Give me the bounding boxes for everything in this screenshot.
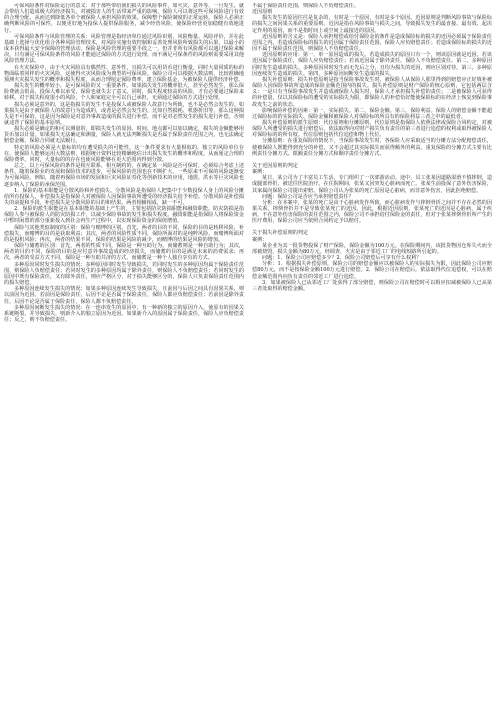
- paragraph: 可保风险条件与风险管理的关系：风险管理是指经济单位通过风险识别、风险衡量、风险评价，并在此基础上选择与优化组合各种风险管理技术，对风险实施有效控制和妥善处理风险所致损失的后果，以最小的成本获得最大安全保障的管理活动。保险是风险管理的重要手段之一，但并非所有风险都可以通过保险来解决，只有满足可保风险条件的风险才能通过保险的方式进行处理，而不满足可保条件的风险则需要采用其他风险管理方法。: [4, 33, 244, 65]
- case-label: 案例：: [252, 236, 268, 243]
- paragraph: 多种原因同时发生损失的情况：多种原因同时发生导致损失，若同时发生的多种原因均属于保险责任范围，则保险人负赔偿责任；若同时发生的多种原因均属于除外责任，则保险人不负赔偿责任；若同时发生的原因中既有保险责任，又有除外责任，则应严格区分，对于损失能够区分的，保险人只负责保险责任范围内的损失赔偿。: [4, 261, 244, 287]
- paragraph: 保险与储蓄的区别：首先，两者的性质不同，保险是一种互助行为，而储蓄则是一种自助行为；其次，两者的目的不同，保险的目的是应付意外事故造成的经济损失，而储蓄的目的是满足未来的消费需求；再次，两者的受益方式不同，保险是一种互助共济的方式，而储蓄是一种个人独自享有的方式。: [4, 243, 244, 262]
- paragraph: 2．保险的派生职能是在基本职能的基础上产生的，主要包括防灾防损职能和融资职能。防灾防损是指保险人参与被保险人的防灾防损工作，以减少保险事故的发生和损失程度。融资职能是指保险人将保险资金中暂时闲置的部分重新投入到社会再生产过程中，以实现保险资金的保值增值。: [4, 206, 244, 225]
- paragraph: 问题：保险公司是否应当承担赔偿责任？: [262, 193, 354, 200]
- paragraph: 问题：1．保险公司应赔偿多少？2．保险公司赔偿后可享有什么权利？: [262, 255, 422, 262]
- paragraph: 3．如果被保险人已从邻近工厂处获得了部分赔偿，则保险公司在赔偿时可以相应扣减被保险人已从第三者处取得的赔偿金额。: [252, 279, 492, 292]
- paragraph: 损失发生的概率较小，是可保风险的又一重要条件。如果损失发生的概率很大，甚至必然发生，那么保险费就会很高，投保人难以承受，保险也就失去了意义。同时，损失程度较高的风险，才有必要通过保险来转移。对于损失程度很小的风险，个人和家庭完全可以自己承担，无须通过保险的方式进行处理。: [4, 83, 244, 102]
- paragraph: 可保风险条件对保险运行的意义：对于那些带给我们损失的风险事件，如火灾、意外等，一旦发生，就会带给人们造成极大的经济损失，对被损害人的生活带来严重的影响，保险人可以将这些可保风险进行有效的合理分配，从而达到降低各单个被保险人承担风险的效果，保障整个保险制度的正常运转。保险人必须正确判断风险的可保性，以便更好地为投保人提供保险服务，减少经营风险，使保险经营更加稳健有效地进行。: [4, 3, 244, 34]
- paragraph: 损失补偿原则：损失补偿原则是指当保险事故发生时，被保险人从保险人那里得到的赔偿应正好填补被保险人因保险事故所造成的保险金额范围内的损失。损失补偿原则是财产保险的核心原则，它包括两层含义：一是只有当保险事故发生并造成被保险人损失时，保险人才承担损失补偿的责任；二是被保险人可获得的补偿量，仅以其保险标的遭受的实际损失为限，即保险人的补偿恰好能使保险标的在经济上恢复到保险事故发生之前的状态。: [252, 76, 492, 108]
- paragraph: 损失必须是意外的，这是指损失的发生不是投保人或被保险人故意行为所致，也不是必然会发生的。如果损失是由于被保险人的故意行为造成的，或者是必然会发生的，比如自然损耗、机器折旧等，那么这种损失是不可保的。这是因为保险是对意外事故造成的损失进行补偿，而不是对必然发生的损失进行补偿，否则就违背了保险的基本原则。: [4, 101, 244, 126]
- paragraph: 影响保险补偿的因素：第一，实际损失。第二，保险金额。第三，保险利益。保险人的赔偿金额不能超过保险标的的实际损失、保险金额和被保险人对保险标的所具有的保险利益三者之中的最低者。: [252, 107, 492, 120]
- paragraph: 分析：在本案中，张某的死亡是由于心脏病发作所致，而心脏病发作与摔倒骨折之间并不存在必然的因果关系，摔倒骨折并不是导致张某死亡的近因。因此，根据近因原则，张某死亡的近因是心脏病，属于疾病，不在意外伤害保险的责任范围之内，保险公司不承担给付保险金的责任，但对于张某摔倒骨折所产生的医疗费用，保险公司应当依照合同约定予以赔付。: [252, 199, 492, 225]
- paragraph: 损失发生的原因往往是复杂的，有时是一个原因，有时是多个原因。近因原则是判断风险事故与保险标的损失之间因果关系的重要原则。近因是指在风险事故与损失之间，导致损失发生的最直接、最有效、起决定作用的原因，而不是指时间上或空间上最接近的原因。: [252, 15, 492, 34]
- paragraph: 近因原则的应用：第一，单一原因造成的损失。若造成损失的原因只有一个，则该原因就是近因。若该近因属于保险责任，保险人应负赔偿责任；若该近因属于除外责任，保险人不负赔偿责任。第二，多种原因同时发生造成的损失。多种原因同时发生而无先后之分，且均为损失的近因，则应区别对待。第三，多种原因连续发生造成的损失。第四，多种原因间断发生造成的损失。: [252, 52, 492, 77]
- section-heading: 关于损失补偿原则的判定: [252, 230, 309, 237]
- paragraph: 总之，以上可保风险的条件是相互联系、相互制约的，在确定某一风险是否可保时，必须综合考虑上述条件。随着保险业的发展和保险技术的进步，可保风险的范围也在不断扩大，一些原来不可保的风险逐渐变为可保风险。例如，随着再保险市场的发展和巨灾风险证券化等创新技术的应用，地震、洪水等巨灾风险也逐步纳入了保险的承保范围。: [4, 163, 244, 188]
- two-column-body: [4, 3, 492, 702]
- paragraph: 某日，某公司为了丰富员工生活，专门组织了一次郊游活动。途中，员工张某因道路湿滑不慎摔倒，造成腿部骨折，被送往医院治疗。在住院期间，张某又因突发心脏病而死亡。张某生前投保了意外伤害保险，其家属向保险公司提出索赔。保险公司认为张某的死亡原因是心脏病，而非意外伤害，因此拒绝赔偿。: [252, 175, 492, 194]
- paragraph: 损失补偿原则的派生原则：代位原则和分摊原则。代位原则是指保险人依照法律或保险合同约定，对被保险人所遭受的损失进行赔偿后，依法取得向对财产损失负有责任的第三者进行追偿的权利或取得被保险人对保险标的的所有权。代位原则包括代位追偿和物上代位。: [252, 119, 492, 139]
- case-label: 案例：: [252, 169, 268, 176]
- paragraph: 在火灾保险中，由于火灾风险具有偶然性、意外性，且损失可以用货币进行衡量，同时大量同质的标的物面临着同样的火灾风险，这使得火灾风险成为典型的可保风险。保险公司可以根据大数法则，比较准确地预测火灾损失发生的概率和损失程度，从而合理厘定保险费率，建立保险基金，为被保险人提供经济补偿。: [4, 64, 244, 83]
- right-column: [252, 3, 492, 702]
- paragraph: 保险与其他类似制度的区别：保险与赌博的区别。首先，两者的目的不同，保险的目的是转移风险、补偿损失，而赌博的目的是获取利益；其次，两者的风险性质不同，保险所面对的是纯粹风险，而赌博所面对的是投机风险；再次，两者的结果不同，保险的结果是风险的减少，而赌博的结果是风险的增加。: [4, 224, 244, 243]
- paragraph: 近因原则的含义是：保险人承担赔偿或给付保险金的条件是造成保险标的损失的近因必须属于保险责任范围之内。若造成保险标的损失的近因属于保险责任范围，保险人应负赔偿责任；若造成保险标的损失的近因不属于保险责任范围，则保险人不负赔偿责任。: [252, 33, 492, 53]
- paragraph: 不属于保险责任范围，则保险人不负赔偿责任。: [252, 3, 359, 9]
- paragraph: 多种原因间断发生损失的情况：在一连串发生的原因中，有一种新的独立的原因介入，使原有的因果关系链断裂，并导致损失，则新介入的独立原因为近因。如果新介入的原因属于保险责任，保险人应负赔偿责任；反之，则不负赔偿责任。: [4, 304, 244, 323]
- left-column: [4, 3, 244, 702]
- section-heading: 关于近因原则的判定: [252, 162, 298, 169]
- paragraph: 1．保险的基本职能是分散风险和补偿损失。分散风险是指保险人把集中于少数投保人身上的风险分摊给所有投保人，补偿损失是指保险人对被保险人因保险事故所遭受的经济损失给予补偿。分散风险是补偿损失的前提和手段，补偿损失是分散风险的目的和结果。两者相辅相成，缺一不可。: [4, 187, 244, 206]
- paragraph: 分摊原则：在重复保险的情况下，当保险事故发生时，各保险人应采取适当的分摊方法分配赔偿责任，使被保险人既能得到充分的补偿，又不会超过其实际损失而获得额外的利益。重复保险的分摊方式主要有比例责任分摊方式、限额责任分摊方式和顺序责任分摊方式。: [252, 138, 492, 157]
- paragraph: 损失必须是确定的和可以测量的，即损失发生的原因、时间、地点都可以加以确定，损失的金额能够用货币加以计量。如果损失无法确定和测量，保险人就无法判断损失是否属于保险责任范围之内，也无法确定赔偿金额，保险合同就无法履行。: [4, 126, 244, 145]
- paragraph: 特定的风险必须是大量标的均有遭受损失的可能性。这一条件要求有大量相似的、独立的风险单位存在，使保险人能够运用大数法则，根据统计资料比较精确地估计出损失发生的概率和程度，从而厘定合理的保险费率。同时，大量标的的存在也使风险能够在更大范围内得到分散。: [4, 144, 244, 163]
- paragraph: 多种原因连续发生损失的情况：如果多种原因连续发生导致损失，且前因与后因之间具有因果关系，则以前因为近因。若前因是保险责任，后因不论是否属于保险责任，保险人都应负赔偿责任；若前因是除外责任，后因不论是否属于保险责任，保险人都不负赔偿责任。: [4, 286, 244, 305]
- paragraph: 分析：1．根据损失补偿原则，保险公司的赔偿金额应以被保险人的实际损失为限，因此保险公司应赔偿80万元，而不是按保险金额100万元进行赔偿。2．保险公司在赔偿后，依法取得代位追偿权，可以在赔偿金额范围内向负有责任的邻近工厂进行追偿。: [252, 261, 492, 280]
- section-heading: 近因原则: [252, 9, 273, 16]
- paragraph: 某企业为其一批货物投保了财产保险，保险金额为100万元。在保险期间内，该批货物因仓库失火而全部被烧毁，损失金额为80万元。经调查，火灾是由于邻近工厂的电线短路所引起的。: [252, 242, 492, 255]
